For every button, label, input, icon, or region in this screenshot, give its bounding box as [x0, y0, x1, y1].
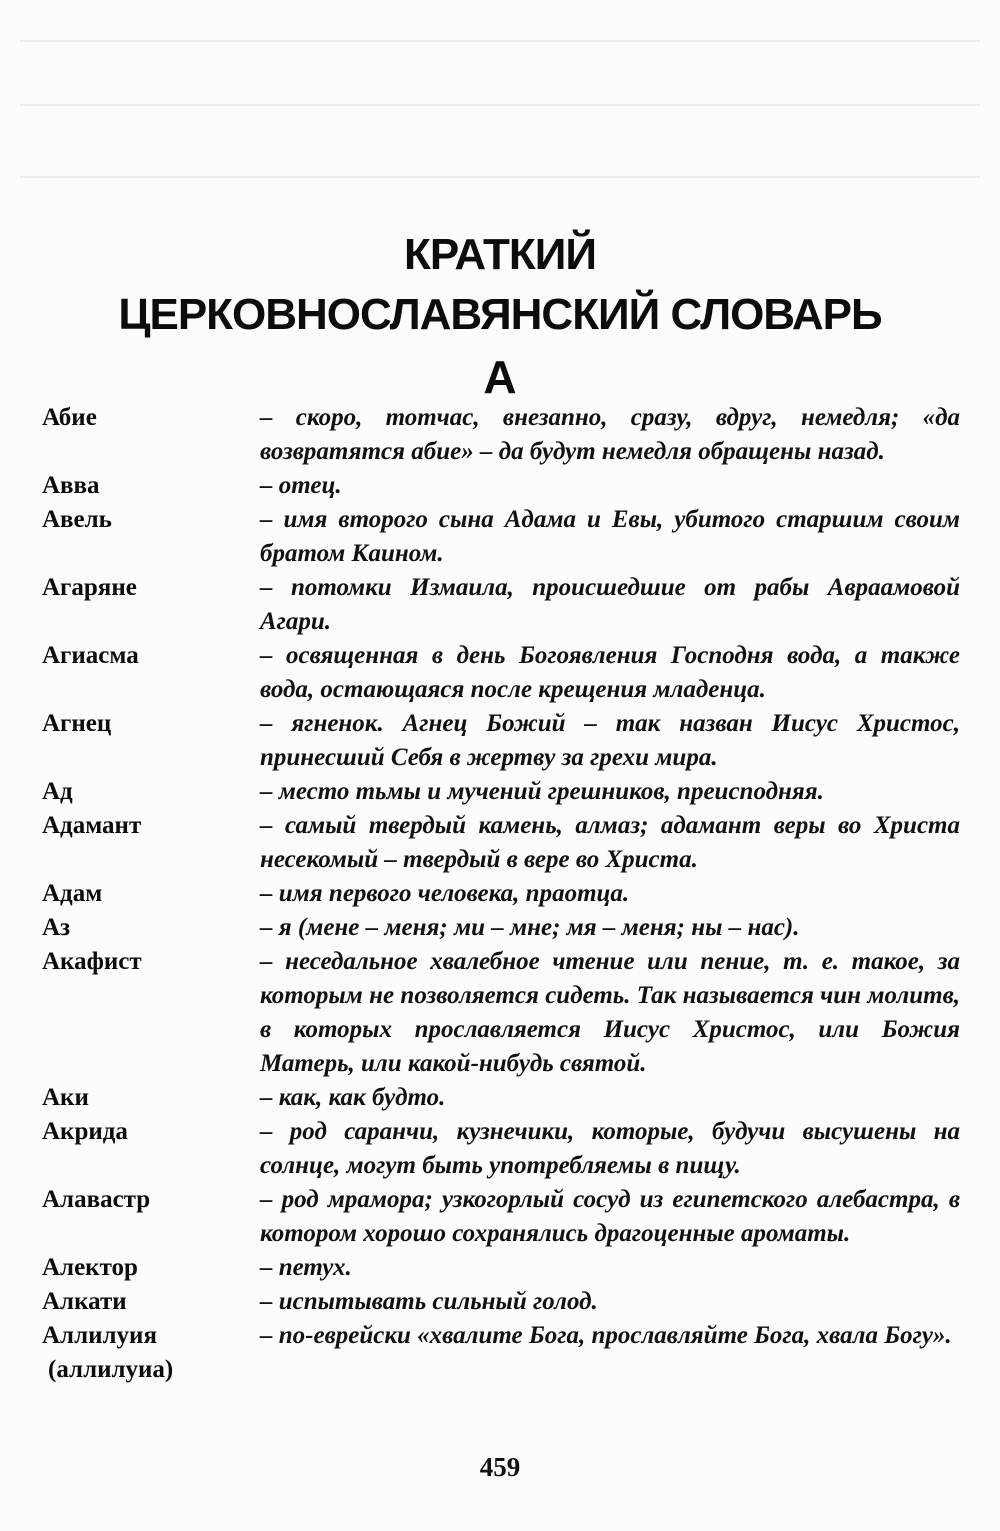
entry-term: Авва: [42, 472, 100, 499]
page-title-line-2: ЦЕРКОВНОСЛАВЯНСКИЙ СЛОВАРЬ: [118, 290, 882, 339]
entry-definition: – место тьмы и мучений грешников, преисподняя.: [260, 778, 824, 805]
dictionary-entry: [42, 809, 960, 877]
dictionary-entry: [42, 707, 960, 775]
entry-definition: – как, как будто.: [260, 1084, 446, 1111]
dictionary-entry: [42, 1183, 960, 1251]
entry-definition: – имя первого человека, праотца.: [260, 880, 630, 907]
entry-term: Акафист: [42, 948, 142, 975]
entry-definition: – род мрамора; узкогорлый сосуд из египетского алебастра, в котором хорошо сохранялись драгоценные ароматы.: [260, 1186, 960, 1247]
dictionary-entry: [42, 469, 960, 503]
entry-definition: – род саранчи, кузнечики, которые, будучи высушены на солнце, могут быть употребляемы в пищу.: [260, 1118, 960, 1179]
entry-definition: – по-еврейски «хвалите Бога, прославляйте Бога, хвала Богу».: [260, 1322, 952, 1349]
dictionary-entry: [42, 1285, 960, 1319]
entry-term: Акрида: [42, 1118, 128, 1145]
entry-definition: – ягненок. Агнец Божий – так назван Иисус Христос, принесший Себя в жертву за грехи мира.: [260, 710, 960, 771]
entry-term: Ад: [42, 778, 73, 805]
dictionary-entry: [42, 503, 960, 571]
entry-term: Адам: [42, 880, 103, 907]
entry-term: Аз: [42, 914, 71, 941]
dictionary-entry: [42, 1251, 960, 1285]
entry-definition: – скоро, тотчас, внезапно, сразу, вдруг, немедля; «да возвратятся абие» – да будут немедля обращены назад.: [260, 404, 960, 465]
entry-term-group: [42, 1319, 260, 1387]
entry-term: Аллилуия: [42, 1322, 157, 1349]
entry-term-variant: (аллилуиа): [48, 1356, 174, 1383]
entry-term: Алавастр: [42, 1186, 151, 1213]
entry-definition: – потомки Измаила, происшедшие от рабы Авраамовой Агари.: [260, 574, 960, 635]
dictionary-entry: [42, 401, 960, 469]
entry-definition: – имя второго сына Адама и Евы, убитого старшим своим братом Каином.: [260, 506, 960, 567]
dictionary-entry: [42, 571, 960, 639]
dictionary-entry: [42, 775, 960, 809]
dictionary-entry: [42, 1115, 960, 1183]
bleed-through-line: [20, 104, 980, 106]
entry-term: Алкати: [42, 1288, 127, 1315]
entry-definition: – петух.: [260, 1254, 352, 1281]
dictionary-entry: [42, 877, 960, 911]
entry-term: Авель: [42, 506, 112, 533]
entry-definition: – испытывать сильный голод.: [260, 1288, 598, 1315]
entry-term: Аки: [42, 1084, 89, 1111]
dictionary-entry: [42, 639, 960, 707]
bleed-through-line: [20, 40, 980, 42]
entry-term: Агиасма: [42, 642, 139, 669]
dictionary-entry: [42, 1081, 960, 1115]
dictionary-entry: [42, 911, 960, 945]
bleed-through-line: [20, 176, 980, 178]
page-title-line-1: КРАТКИЙ: [404, 230, 596, 279]
dictionary-entry: [42, 1319, 960, 1387]
entry-definition: – неседальное хвалебное чтение или пение, т. е. такое, за которым не позволяется сидеть. Так называется чин молитв, в которых прославляется Иисус Христос, или Божия Матерь, или какой-нибудь святой.: [260, 948, 960, 1077]
entry-definition: – отец.: [260, 472, 342, 499]
entry-term: Адамант: [42, 812, 142, 839]
section-letter: А: [483, 351, 517, 403]
entry-term: Агнец: [42, 710, 112, 737]
entry-term: Абие: [42, 404, 97, 431]
entry-definition: – самый твердый камень, алмаз; адамант веры во Христа несекомый – твердый в вере во Христа.: [260, 812, 960, 873]
entry-term: Алектор: [42, 1254, 138, 1281]
entry-definition: – освященная в день Богоявления Господня вода, а также вода, остающаяся после крещения младенца.: [260, 642, 960, 703]
entry-term: Агаряне: [42, 574, 137, 601]
dictionary-entries: [42, 401, 960, 1387]
dictionary-entry: [42, 945, 960, 1081]
page-number: 459: [479, 1452, 521, 1482]
entry-definition: – я (мене – меня; ми – мне; мя – меня; ны – нас).: [260, 914, 800, 941]
